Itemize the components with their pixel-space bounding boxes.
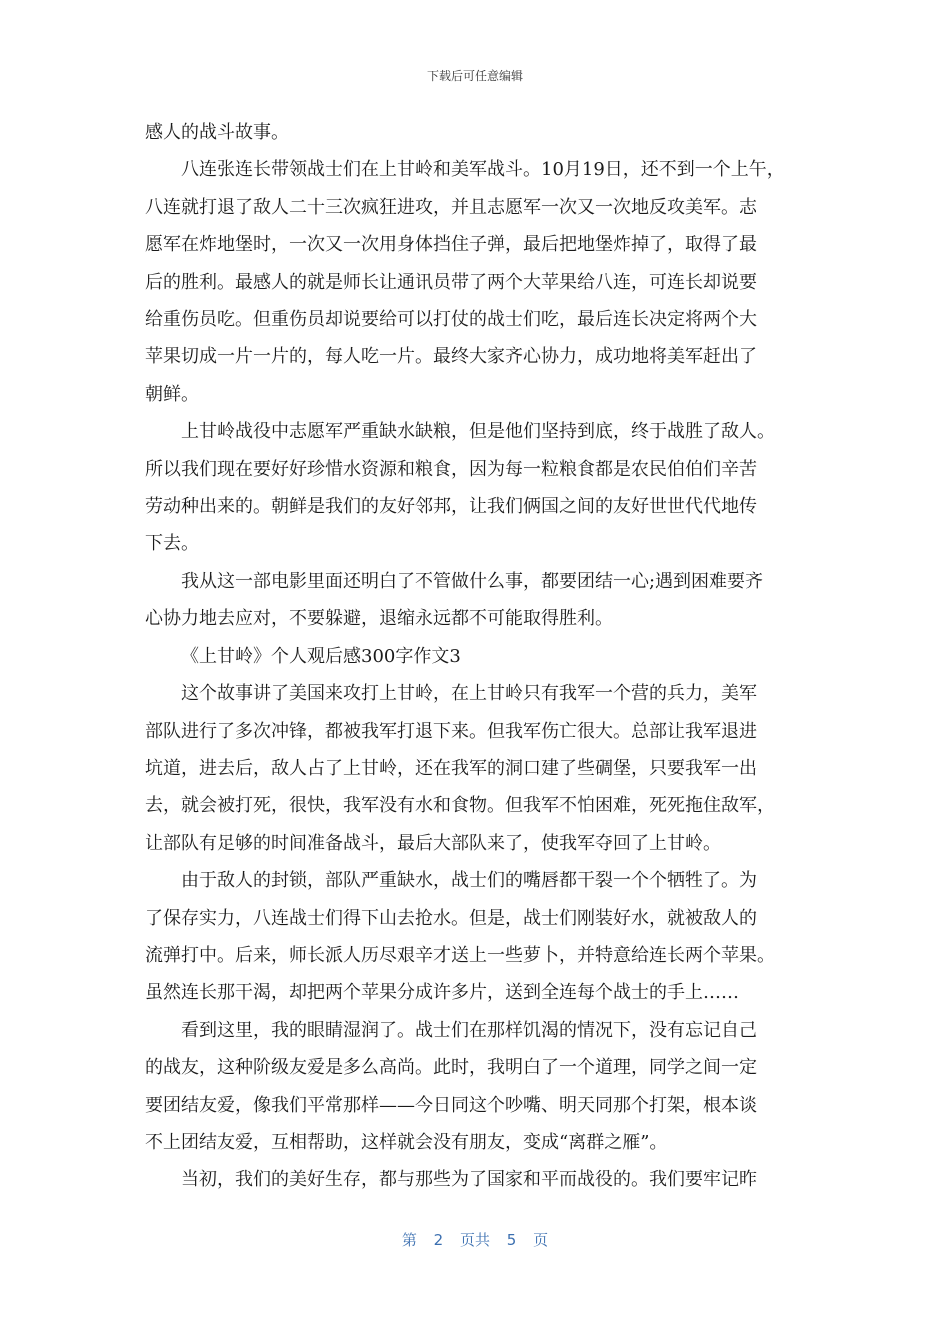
text-line: 下去。 [145,533,199,555]
text-line: 不上团结友爱，互相帮助，这样就会没有朋友，变成“离群之雁”。 [145,1131,668,1153]
text-line: 感人的战斗故事。 [145,122,289,143]
paragraph-start-line: 这个故事讲了美国来攻打上甘岭，在上甘岭只有我军一个营的兵力，美军 [181,683,757,705]
paragraph-start-line: 看到这里，我的眼睛湿润了。战士们在那样饥渴的情况下，没有忘记自己 [181,1019,757,1041]
text-line: 坑道，进去后，敌人占了上甘岭，还在我军的洞口建了些碉堡，只要我军一出 [145,757,757,779]
text-line: 心协力地去应对，不要躲避，退缩永远都不可能取得胜利。 [145,608,613,630]
text-line: 部队进行了多次冲锋，都被我军打退下来。但我军伤亡很大。总部让我军退进 [145,720,757,742]
paragraph-start-line: 由于敌人的封锁，部队严重缺水，战士们的嘴唇都干裂一个个牺牲了。为 [181,870,757,892]
text-line: 劳动种出来的。朝鲜是我们的友好邻邦，让我们俩国之间的友好世世代代地传 [145,496,757,518]
page-header: 下载后可任意编辑 [426,69,523,83]
text-line: 后的胜利。最感人的就是师长让通讯员带了两个大苹果给八连，可连长却说要 [145,271,757,293]
section-title: 《上甘岭》个人观后感300字作文3 [181,645,461,667]
paragraph-start-line: 我从这一部电影里面还明白了不管做什么事，都要团结一心;遇到困难要齐 [181,570,764,592]
paragraph-start-line: 八连张连长带领战士们在上甘岭和美军战斗。10月19日，还不到一个上午， [181,159,785,181]
text-line: 给重伤员吃。但重伤员却说要给可以打仗的战士们吃，最后连长决定将两个大 [145,309,757,331]
text-line: 流弹打中。后来，师长派人历尽艰辛才送上一些萝卜，并特意给连长两个苹果。 [145,944,775,966]
paragraph-start-line: 当初，我们的美好生存，都与那些为了国家和平而战役的。我们要牢记昨 [181,1169,757,1191]
text-line: 八连就打退了敌人二十三次疯狂进攻，并且志愿军一次又一次地反攻美军。志 [145,196,757,218]
text-line: 苹果切成一片一片的，每人吃一片。最终大家齐心协力，成功地将美军赶出了 [145,346,757,368]
paragraph-start-line: 上甘岭战役中志愿军严重缺水缺粮，但是他们坚持到底，终于战胜了敌人。 [181,421,775,443]
text-line: 要团结友爱，像我们平常那样——今日同这个吵嘴、明天同那个打架，根本谈 [145,1094,757,1116]
text-line: 虽然连长那干渴，却把两个苹果分成许多片，送到全连每个战士的手上…… [145,982,739,1004]
text-line: 了保存实力，八连战士们得下山去抢水。但是，战士们刚装好水，就被敌人的 [145,907,757,929]
text-line: 的战友，这种阶级友爱是多么高尚。此时，我明白了一个道理，同学之间一定 [145,1057,757,1079]
page-number-footer: 第 2 页共 5 页 [401,1231,549,1249]
text-line: 去，就会被打死，很快，我军没有水和食物。但我军不怕困难，死死拖住敌军， [145,795,775,817]
text-line: 愿军在炸地堡时，一次又一次用身体挡住子弹，最后把地堡炸掉了，取得了最 [145,234,757,256]
text-line: 让部队有足够的时间准备战斗，最后大部队来了，使我军夺回了上甘岭。 [145,832,721,854]
text-line: 朝鲜。 [145,383,199,405]
document-body [145,114,825,1199]
text-line: 所以我们现在要好好珍惜水资源和粮食，因为每一粒粮食都是农民伯伯们辛苦 [145,458,757,480]
